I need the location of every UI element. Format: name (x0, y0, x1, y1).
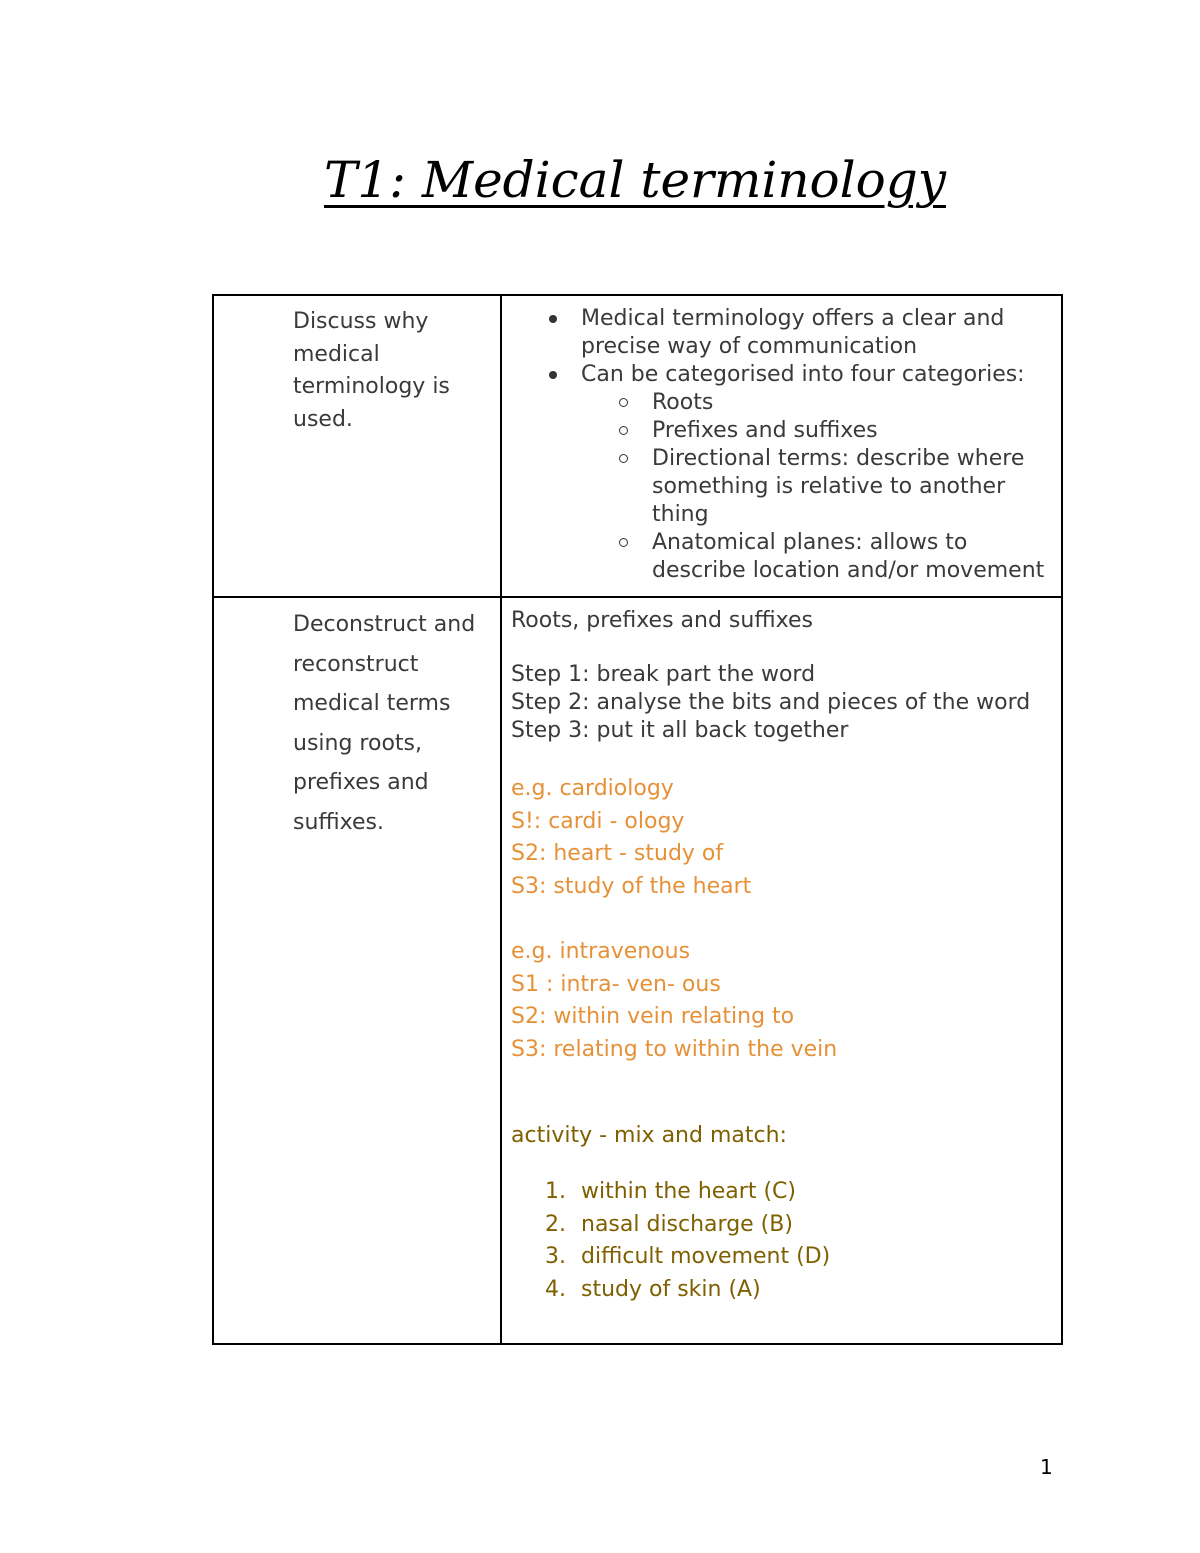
sub-list-item: Directional terms: describe where something is relative to another thing (502, 445, 1051, 529)
item-text: difficult movement (D) (581, 1244, 831, 1269)
example-line: S2: within vein relating to (511, 1004, 795, 1029)
answer-cell (501, 597, 1062, 1344)
question-cell (213, 295, 501, 597)
item-number: 3. (545, 1244, 566, 1269)
list-item: Medical terminology offers a clear and precise way of communication (502, 305, 1051, 361)
activity-item (511, 1209, 1051, 1242)
step-line: Step 2: analyse the bits and pieces of the word (511, 690, 1031, 715)
example-line: S1 : intra- ven- ous (511, 971, 721, 997)
question-text: Discuss why medical terminology is used. (293, 309, 450, 432)
example-line: S!: cardi - ology (511, 808, 685, 834)
item-text: nasal discharge (B) (581, 1211, 793, 1237)
item-number: 4. (545, 1276, 566, 1302)
sub-list-item: Anatomical planes: allows to describe location and/or movement (502, 529, 1051, 585)
example-line: e.g. cardiology (511, 776, 674, 801)
page-number: 1 (1040, 1455, 1053, 1479)
section-heading: Roots, prefixes and suffixes (511, 608, 813, 633)
item-number: 2. (545, 1211, 566, 1237)
example-line: S3: relating to within the vein (511, 1036, 838, 1062)
example-line: S3: study of the heart (511, 873, 752, 899)
example-line: e.g. intravenous (511, 939, 691, 964)
list-item: Can be categorised into four categories: (502, 361, 1051, 389)
table-row (213, 295, 1062, 597)
sub-list-item: Prefixes and suffixes (502, 417, 1051, 445)
table-row (213, 597, 1062, 1344)
notes-table (212, 294, 1063, 1345)
activity-item (511, 1241, 1051, 1274)
example-line: S2: heart - study of (511, 841, 724, 866)
question-cell (213, 597, 501, 1344)
activity-list (511, 1176, 1051, 1306)
question-text: Deconstruct and reconstruct medical terms using roots, prefixes and suffixes. (293, 612, 476, 835)
answer-cell (501, 295, 1062, 597)
activity-item (511, 1274, 1051, 1307)
item-text: within the heart (C) (581, 1179, 796, 1204)
activity-item (511, 1176, 1051, 1209)
item-text: study of skin (A) (581, 1276, 761, 1302)
bullet-list (502, 305, 1051, 585)
page-title: T1: Medical terminology (323, 151, 947, 209)
activity-heading: activity - mix and match: (511, 1123, 787, 1148)
sub-list-item: Roots (502, 389, 1051, 417)
step-line: Step 1: break part the word (511, 662, 816, 687)
step-line: Step 3: put it all back together (511, 718, 849, 743)
item-number: 1. (545, 1179, 566, 1204)
